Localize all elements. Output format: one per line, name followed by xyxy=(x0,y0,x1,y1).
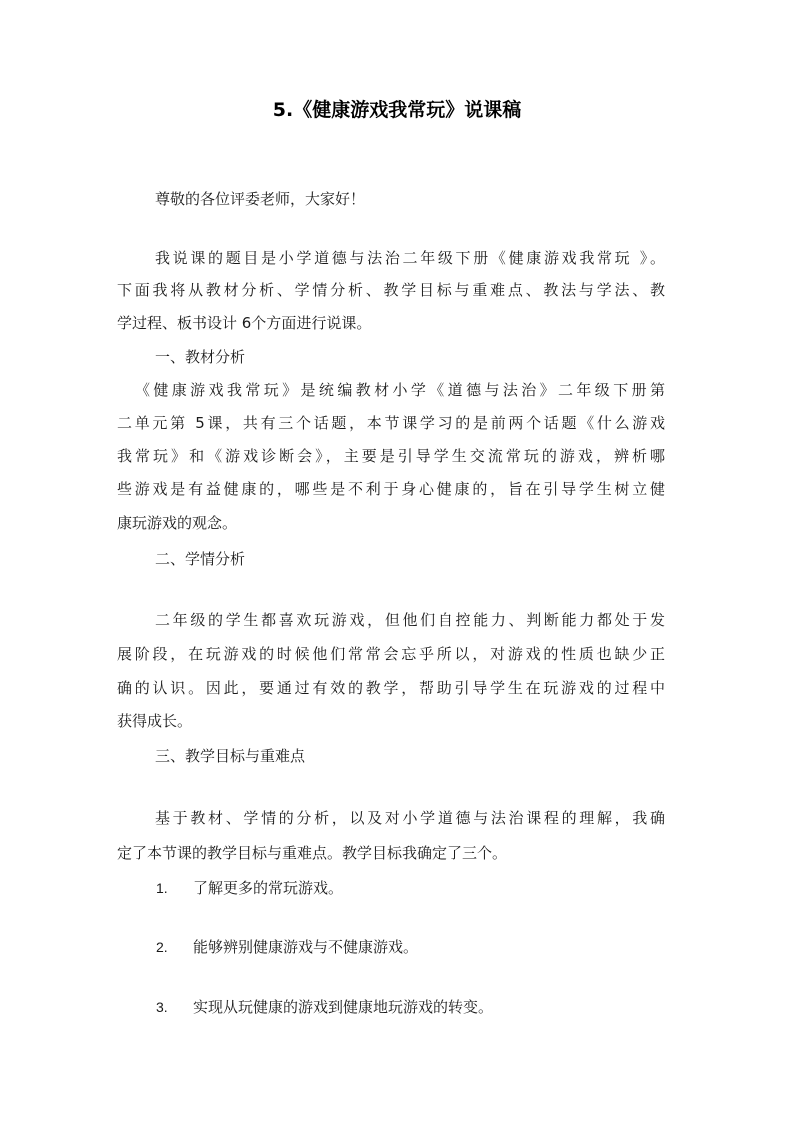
section3-line-1: 基于教材、学情的分析，以及对小学道德与法治课程的理解，我确 xyxy=(155,809,665,827)
goal-text: 了解更多的常玩游戏。 xyxy=(193,879,344,897)
goal-text: 能够辨别健康游戏与不健康游戏。 xyxy=(193,938,419,956)
goal-number: 3. xyxy=(156,999,168,1015)
section2-line-3: 确的认识。因此，要通过有效的教学，帮助引导学生在玩游戏的过程中 xyxy=(117,679,665,697)
section2-line-2: 展阶段，在玩游戏的时候他们常常会忘乎所以，对游戏的性质也缺少正 xyxy=(117,645,665,663)
intro-line-3: 学过程、板书设计 6个方面进行说课。 xyxy=(117,314,372,332)
section1-line-5: 康玩游戏的观念。 xyxy=(117,514,238,532)
section-heading-textbook-analysis: 一、教材分析 xyxy=(155,348,246,366)
intro-line-1: 我说课的题目是小学道德与法治二年级下册《健康游戏我常玩 》。 xyxy=(155,249,665,267)
goal-text: 实现从玩健康的游戏到健康地玩游戏的转变。 xyxy=(193,998,494,1016)
section1-line-2: 二单元第 5课，共有三个话题，本节课学习的是前两个话题《什么游戏 xyxy=(117,414,665,432)
section-heading-learner-analysis: 二、学情分析 xyxy=(155,550,246,568)
intro-line-2: 下面我将从教材分析、学情分析、教学目标与重难点、教法与学法、教 xyxy=(117,281,665,299)
section3-line-2: 定了本节课的教学目标与重难点。教学目标我确定了三个。 xyxy=(117,844,508,862)
goal-number: 2. xyxy=(156,939,168,955)
page-title: 5.《健康游戏我常玩》说课稿 xyxy=(272,99,522,121)
goal-number: 1. xyxy=(156,880,168,896)
section1-line-3: 我常玩》和《游戏诊断会》，主要是引导学生交流常玩的游戏，辨析哪 xyxy=(117,447,665,465)
greeting: 尊敬的各位评委老师，大家好！ xyxy=(155,190,366,208)
section2-line-1: 二年级的学生都喜欢玩游戏，但他们自控能力、判断能力都处于发 xyxy=(155,611,665,629)
section1-line-1: 《健康游戏我常玩》是统编教材小学《道德与法治》二年级下册第 xyxy=(135,381,665,399)
section2-line-4: 获得成长。 xyxy=(117,712,193,730)
section-heading-teaching-goals: 三、教学目标与重难点 xyxy=(155,747,306,765)
section1-line-4: 些游戏是有益健康的，哪些是不利于身心健康的，旨在引导学生树立健 xyxy=(117,480,665,498)
